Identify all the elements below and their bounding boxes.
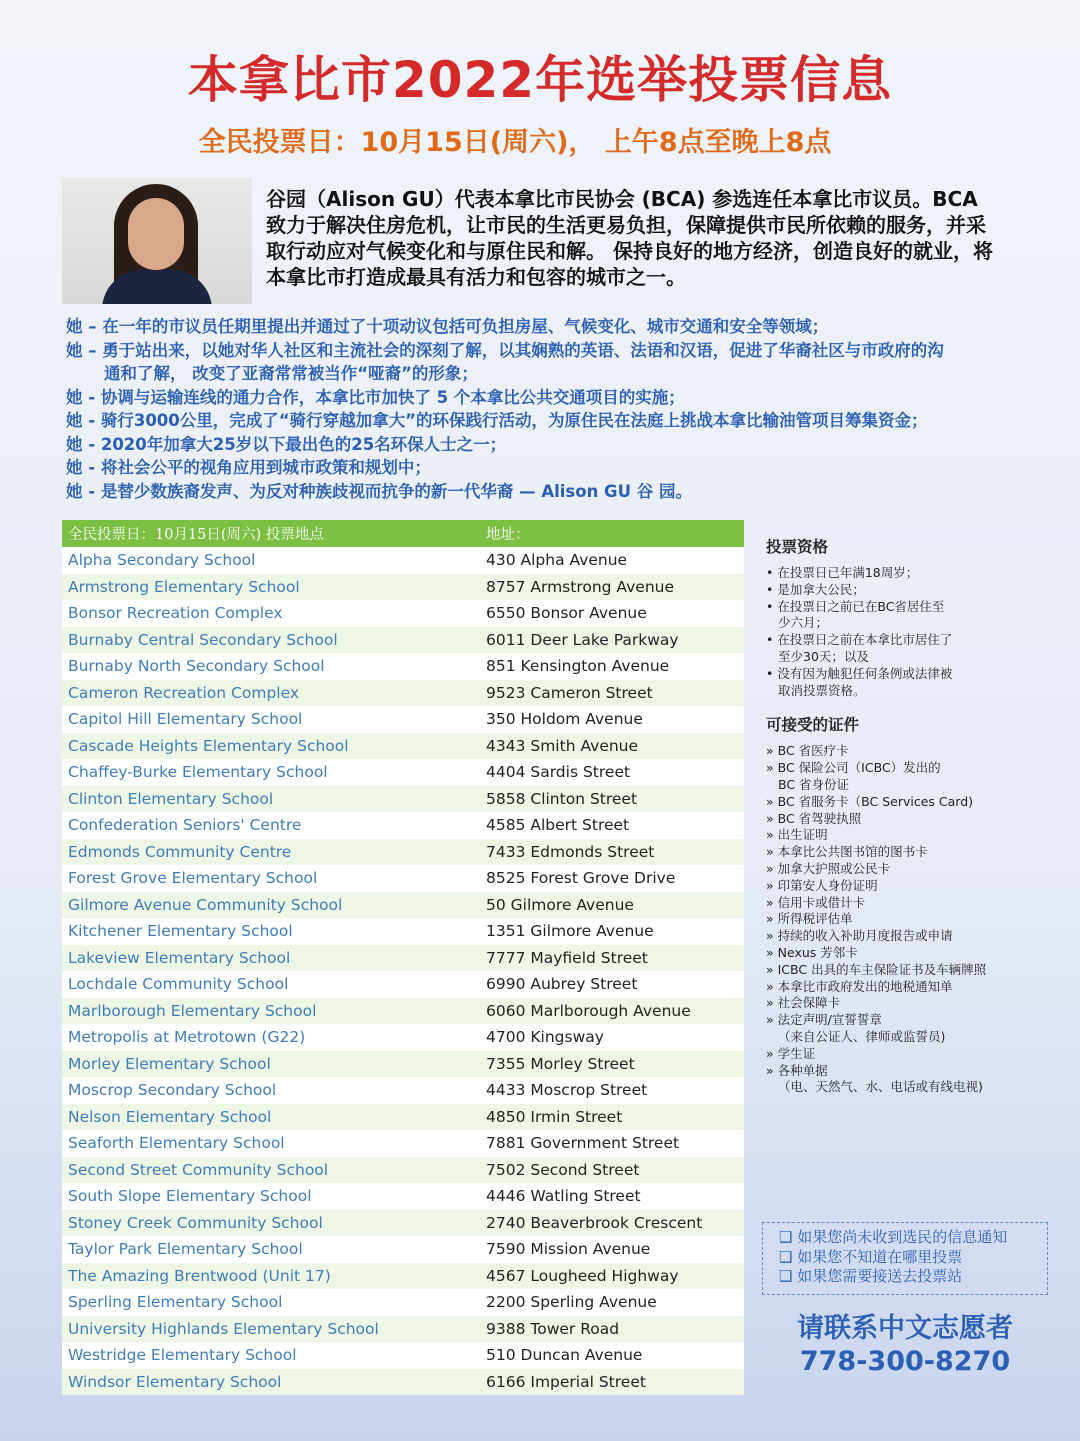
ids-heading: 可接受的证件 bbox=[766, 716, 860, 735]
table-row bbox=[62, 627, 744, 654]
achievements-list bbox=[66, 315, 1046, 503]
location-address: 430 Alpha Avenue bbox=[486, 551, 628, 570]
location-name: Metropolis at Metrotown (G22) bbox=[68, 1028, 306, 1047]
page-title: 本拿比市2022年选举投票信息 bbox=[187, 51, 893, 109]
location-name: Gilmore Avenue Community School bbox=[68, 895, 343, 914]
table-row bbox=[62, 653, 744, 680]
table-row bbox=[62, 998, 744, 1025]
location-address: 9523 Cameron Street bbox=[486, 683, 653, 702]
id-item: » 学生证 bbox=[766, 1045, 816, 1061]
location-address: 7777 Mayfield Street bbox=[486, 948, 648, 967]
id-item: » 社会保障卡 bbox=[766, 995, 841, 1011]
id-item: » BC 保险公司（ICBC）发出的 bbox=[766, 760, 941, 776]
candidate-photo bbox=[62, 178, 252, 304]
polling-locations-table bbox=[62, 520, 744, 1395]
location-address: 7433 Edmonds Street bbox=[486, 842, 655, 861]
location-address: 350 Holdom Avenue bbox=[486, 710, 643, 729]
location-name: Armstrong Elementary School bbox=[68, 577, 300, 596]
achievement-item: 她 - 2020年加拿大25岁以下最出色的25名环保人士之一； bbox=[66, 434, 507, 454]
table-row bbox=[62, 574, 744, 601]
location-address: 50 Gilmore Avenue bbox=[486, 895, 634, 914]
location-address: 510 Duncan Avenue bbox=[486, 1346, 643, 1365]
location-name: South Slope Elementary School bbox=[68, 1187, 312, 1206]
location-name: Confederation Seniors' Centre bbox=[68, 816, 302, 835]
header-location: 全民投票日：10月15日(周六) 投票地点 bbox=[68, 527, 324, 543]
table-row bbox=[62, 1077, 744, 1104]
location-name: Kitchener Elementary School bbox=[68, 922, 293, 941]
id-item: » 加拿大护照或公民卡 bbox=[766, 860, 891, 876]
location-address: 4343 Smith Avenue bbox=[486, 736, 639, 755]
location-address: 7590 Mission Avenue bbox=[486, 1240, 651, 1259]
notice-box bbox=[762, 1222, 1048, 1295]
table-row bbox=[62, 865, 744, 892]
location-address: 7502 Second Street bbox=[486, 1160, 640, 1179]
table-row bbox=[62, 706, 744, 733]
id-item: （来自公证人、律师或监誓员) bbox=[778, 1028, 946, 1044]
id-item: » 所得税评估单 bbox=[766, 911, 853, 927]
location-name: Cascade Heights Elementary School bbox=[68, 736, 349, 755]
achievement-item: 她 - 协调与运输连线的通力合作，本拿比市加快了 5 个本拿比公共交通项目的实施； bbox=[66, 387, 685, 407]
eligibility-heading: 投票资格 bbox=[766, 538, 829, 556]
table-row bbox=[62, 1157, 744, 1184]
location-address: 8757 Armstrong Avenue bbox=[486, 577, 675, 596]
id-item: » 信用卡或借计卡 bbox=[766, 894, 866, 910]
table-row bbox=[62, 786, 744, 813]
location-address: 1351 Gilmore Avenue bbox=[486, 922, 654, 941]
table-row bbox=[62, 1104, 744, 1131]
location-address: 4446 Watling Street bbox=[486, 1187, 641, 1206]
eligibility-item: 取消投票资格。 bbox=[778, 682, 866, 698]
id-item: » BC 省医疗卡 bbox=[766, 743, 849, 759]
contact-label: 请联系中文志愿者 bbox=[797, 1313, 1013, 1344]
location-name: Moscrop Secondary School bbox=[68, 1081, 277, 1100]
eligibility-item: • 在投票日之前已在BC省居住至 bbox=[766, 598, 945, 614]
location-address: 6166 Imperial Street bbox=[486, 1372, 646, 1391]
table-header bbox=[62, 520, 744, 547]
location-address: 851 Kensington Avenue bbox=[486, 657, 670, 676]
table-row bbox=[62, 759, 744, 786]
table-row bbox=[62, 1263, 744, 1290]
table-row bbox=[62, 1183, 744, 1210]
notice-item: ❑ 如果您尚未收到选民的信息通知 bbox=[779, 1228, 1008, 1246]
table-row bbox=[62, 812, 744, 839]
id-item: » 法定声明/宣誓誓章 bbox=[766, 1012, 882, 1028]
location-address: 6011 Deer Lake Parkway bbox=[486, 630, 679, 649]
eligibility-item: • 在投票日已年满18周岁； bbox=[766, 565, 919, 580]
location-name: Edmonds Community Centre bbox=[68, 842, 292, 861]
achievement-item: 她 - 将社会公平的视角应用到城市政策和规划中； bbox=[66, 458, 431, 477]
location-address: 4585 Albert Street bbox=[486, 816, 630, 835]
location-name: Capitol Hill Elementary School bbox=[68, 710, 303, 729]
info-sidebar bbox=[766, 535, 1066, 1096]
location-address: 7881 Government Street bbox=[486, 1134, 680, 1153]
notice-item: ❑ 如果您不知道在哪里投票 bbox=[779, 1247, 963, 1266]
eligibility-item: 至少30天；以及 bbox=[778, 648, 869, 664]
eligibility-item: • 没有因为触犯任何条例或法律被 bbox=[766, 665, 953, 681]
location-name: The Amazing Brentwood (Unit 17) bbox=[68, 1266, 331, 1285]
location-name: University Highlands Elementary School bbox=[68, 1319, 379, 1338]
eligibility-item: • 在投票日之前在本拿比市居住了 bbox=[766, 632, 953, 648]
table-row bbox=[62, 839, 744, 866]
id-item: » 本拿比市政府发出的地税通知单 bbox=[766, 978, 953, 994]
eligibility-item: • 是加拿大公民； bbox=[766, 581, 865, 597]
contact-block bbox=[770, 1312, 1040, 1378]
id-item: » 出生证明 bbox=[766, 827, 828, 843]
location-address: 9388 Tower Road bbox=[486, 1319, 620, 1338]
location-name: Burnaby Central Secondary School bbox=[68, 630, 338, 649]
achievement-item: 她 - 是替少数族裔发声、为反对种族歧视而抗争的新一代华裔 — Alison GU 谷 园。 bbox=[66, 481, 692, 501]
location-address: 4404 Sardis Street bbox=[486, 763, 631, 782]
table-row bbox=[62, 892, 744, 919]
table-row bbox=[62, 600, 744, 627]
id-item: （电、天然气、水、电话或有线电视) bbox=[778, 1079, 983, 1095]
id-item: » 各种单据 bbox=[766, 1062, 828, 1078]
id-item: » BC 省服务卡（BC Services Card) bbox=[766, 793, 974, 809]
table-row bbox=[62, 1024, 744, 1051]
location-address: 2740 Beaverbrook Crescent bbox=[486, 1213, 703, 1232]
table-row bbox=[62, 1210, 744, 1237]
candidate-intro: 谷园（Alison GU）代表本拿比市民协会 (BCA) 参选连任本拿比市议员。BCA致力于解决住房危机，让市民的生活更易负担，保障提供市民所依赖的服务，并采取行动应对气候变化和与原住民和解。 保持良好的地方经济，创造良好的就业，将本拿比市打造成最具有活力和包容的城市之一。 bbox=[266, 187, 993, 289]
location-name: Seaforth Elementary School bbox=[68, 1134, 285, 1153]
table-row bbox=[62, 1316, 744, 1343]
table-row bbox=[62, 971, 744, 998]
voting-day-subtitle: 全民投票日：10月15日(周六)， 上午8点至晚上8点 bbox=[198, 127, 832, 158]
location-name: Burnaby North Secondary School bbox=[68, 657, 325, 676]
location-name: Lochdale Community School bbox=[68, 975, 289, 994]
location-name: Chaffey-Burke Elementary School bbox=[68, 763, 328, 782]
table-row bbox=[62, 1236, 744, 1263]
achievement-item: 她 – 勇于站出来，以她对华人社区和主流社会的深刻了解，以其娴熟的英语、法语和汉语，促进了华裔社区与市政府的沟 bbox=[66, 340, 944, 360]
location-address: 4700 Kingsway bbox=[486, 1028, 604, 1047]
location-name: Second Street Community School bbox=[68, 1160, 329, 1179]
achievement-item: 通和了解， 改变了亚裔常常被当作“哑裔”的形象； bbox=[104, 364, 478, 383]
location-name: Lakeview Elementary School bbox=[68, 948, 291, 967]
location-address: 7355 Morley Street bbox=[486, 1054, 635, 1073]
location-name: Taylor Park Elementary School bbox=[68, 1240, 303, 1259]
location-name: Marlborough Elementary School bbox=[68, 1001, 317, 1020]
location-address: 5858 Clinton Street bbox=[486, 789, 638, 808]
table-row bbox=[62, 547, 744, 574]
table-row bbox=[62, 1369, 744, 1396]
location-name: Forest Grove Elementary School bbox=[68, 869, 318, 888]
location-address: 2200 Sperling Avenue bbox=[486, 1293, 657, 1312]
id-item: » BC 省驾驶执照 bbox=[766, 810, 862, 826]
location-address: 4850 Irmin Street bbox=[486, 1107, 623, 1126]
table-row bbox=[62, 733, 744, 760]
location-address: 4433 Moscrop Street bbox=[486, 1081, 648, 1100]
location-name: Bonsor Recreation Complex bbox=[68, 604, 283, 623]
location-address: 6060 Marlborough Avenue bbox=[486, 1001, 691, 1020]
header-address: 地址： bbox=[486, 527, 530, 543]
location-name: Alpha Secondary School bbox=[68, 551, 256, 570]
location-address: 6990 Aubrey Street bbox=[486, 975, 638, 994]
id-item: » Nexus 芳邻卡 bbox=[766, 944, 858, 960]
table-row bbox=[62, 1342, 744, 1369]
contact-phone[interactable]: 778-300-8270 bbox=[799, 1346, 1011, 1377]
location-name: Windsor Elementary School bbox=[68, 1372, 282, 1391]
table-row bbox=[62, 945, 744, 972]
achievement-item: 她 - 骑行3000公里，完成了“骑行穿越加拿大”的环保践行活动，为原住民在法庭上挑战本拿比输油管项目筹集资金； bbox=[66, 411, 928, 430]
id-item: » 本拿比公共图书馆的图书卡 bbox=[766, 844, 928, 860]
id-item: » 持续的收入补助月度报告或申请 bbox=[766, 928, 953, 944]
location-name: Sperling Elementary School bbox=[68, 1293, 283, 1312]
achievement-item: 她 – 在一年的市议员任期里提出并通过了十项动议包括可负担房屋、气候变化、城市交通和安全等领域； bbox=[66, 317, 829, 336]
location-name: Cameron Recreation Complex bbox=[68, 683, 300, 702]
id-item: » ICBC 出具的车主保险证书及车辆牌照 bbox=[766, 961, 987, 977]
location-name: Morley Elementary School bbox=[68, 1054, 271, 1073]
location-name: Westridge Elementary School bbox=[68, 1346, 297, 1365]
eligibility-item: 少六月； bbox=[778, 615, 829, 631]
table-row bbox=[62, 1289, 744, 1316]
id-item: » 印第安人身份证明 bbox=[766, 877, 878, 893]
location-name: Nelson Elementary School bbox=[68, 1107, 272, 1126]
table-row bbox=[62, 1130, 744, 1157]
notice-item: ❑ 如果您需要接送去投票站 bbox=[779, 1267, 963, 1285]
table-row bbox=[62, 680, 744, 707]
location-name: Clinton Elementary School bbox=[68, 789, 274, 808]
location-address: 6550 Bonsor Avenue bbox=[486, 604, 647, 623]
table-row bbox=[62, 1051, 744, 1078]
table-row bbox=[62, 918, 744, 945]
id-item: BC 省身份证 bbox=[778, 776, 850, 792]
location-name: Stoney Creek Community School bbox=[68, 1213, 323, 1232]
location-address: 8525 Forest Grove Drive bbox=[486, 869, 676, 888]
location-address: 4567 Lougheed Highway bbox=[486, 1266, 679, 1285]
